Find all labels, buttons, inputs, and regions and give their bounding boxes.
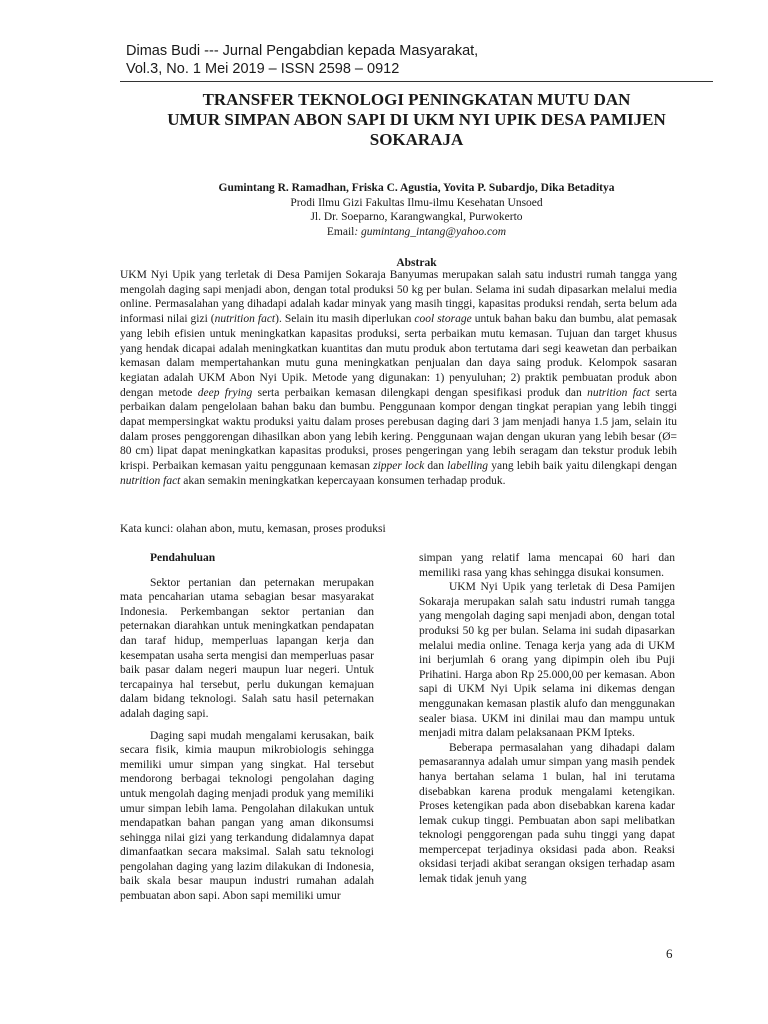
journal-header bbox=[126, 42, 478, 78]
page-number: 6 bbox=[666, 946, 673, 961]
author-affiliation: Prodi Ilmu Gizi Fakultas Ilmu-ilmu Kesehatan Unsoed bbox=[290, 196, 543, 209]
email-value: : gumintang_intang@yahoo.com bbox=[354, 225, 507, 238]
keywords: Kata kunci: olahan abon, mutu, kemasan, proses produksi bbox=[120, 523, 386, 535]
journal-citation-line-2: Vol.3, No. 1 Mei 2019 – ISSN 2598 – 0912 bbox=[126, 61, 400, 77]
email-label: Email bbox=[326, 225, 355, 238]
right-paragraph-1: simpan yang relatif lama mencapai 60 hari dan memiliki rasa yang khas sehingga disukai konsumen. bbox=[419, 552, 675, 579]
right-column bbox=[419, 551, 675, 887]
left-paragraph-1: Sektor pertanian dan peternakan merupakan mata pencaharian utama sebagian besar masyarakat Indonesia. Perkembangan sektor pertanian dan peternakan diarahkan untuk meningkatkan pendapatan dan taraf hidup, memperluas lapangan kerja dan kesempatan usaha serta mengisi dan memperluas pasar baik pasar dalam negeri maupun luar negeri. Untuk tercapainya hal tersebut, perlu dukungan kemajuan dalam bidang teknologi. Salah satu hasil peternakan adalah daging sapi. bbox=[120, 576, 374, 720]
title-line-3: SOKARAJA bbox=[369, 130, 464, 149]
right-paragraph-3: Beberapa permasalahan yang dihadapi dalam pemasarannya adalah umur simpan yang masih pendek hanya bertahan selama 1 bulan, hal ini terutama disebabkan karena produk mengalami ketengikan. Proses ketengikan pada abon disebabkan karena kadar lemak cukup tinggi. Pembuatan abon sapi melibatkan teknologi penggorengan pada suhu tinggi yang dapat mempercepat terjadinya oksidasi pada abon. Reaksi oksidasi terjadi akibat serangan oksigen terhadap asam lemak tidak jenuh yang bbox=[419, 741, 675, 886]
left-column bbox=[120, 551, 374, 904]
section-heading-pendahuluan: Pendahuluan bbox=[150, 552, 216, 564]
author-email bbox=[120, 225, 713, 240]
abstract-heading: Abstrak bbox=[396, 257, 437, 269]
title-line-2: UMUR SIMPAN ABON SAPI DI UKM NYI UPIK DESA PAMIJEN bbox=[167, 110, 666, 129]
abstract-paragraph: UKM Nyi Upik yang terletak di Desa Pamijen Sokaraja Banyumas merupakan salah satu industri rumah tangga yang mengolah daging sapi menjadi abon, dengan total produksi 50 kg per bulan. Selama ini sudah dipasarkan melalui media online. Permasalahan yang dihadapi adalah kadar minyak yang masih tinggi, kapasitas produksi rendah, serta belum ada informasi nilai gizi (nutrition fact). Selain itu masih diperlukan cool storage untuk bahan baku dan bumbu, alat pemasak yang lebih efisien untuk meningkatkan kapasitas produksi, serta perbaikan mutu kemasan. Tujuan dan target khusus yang hendak dicapai adalah meningkatkan kuantitas dan mutu produk abon tertutama dari segi keawetan dan perbaikan kemasan dalam mempertahankan mutu guna meningkatkan penjualan dan daya saing produk. Kelompok sasaran kegiatan adalah UKM Abon Nyi Upik. Metode yang digunakan: 1) penyuluhan; 2) praktik pembuatan produk abon dengan metode deep frying serta perbaikan kemasan dilengkapi dengan spesifikasi produk dan nutrition fact serta perbaikan dalam pengelolaan bahan baku dan bumbu. Penggunaan kompor dengan tingkat perapian yang lebih tinggi dapat mempersingkat waktu produksi yaitu dalam proses perebusan daging dari 3 jam menjadi hanya 1.5 jam, selain itu dalam proses penggorengan dihasilkan abon yang lebih kering. Penggunaan wajan dengan ukuran yang lebih besar (Ø= 80 cm) lipat dapat meningkatkan kapasitas produksi, proses pengeringan yang lebih seragam dan tekstur produk lebih krispi. Perbaikan kemasan yaitu penggunaan kemasan zipper lock dan labelling yang lebih baik yaitu dilengkapi dengan nutrition fact akan semakin meningkatkan kepercayaan konsumen terhadap produk. bbox=[120, 269, 678, 487]
right-paragraph-2: UKM Nyi Upik yang terletak di Desa Pamijen Sokaraja merupakan salah satu industri rumah tangga yang mengolah daging sapi menjadi abon, dengan total produksi 50 kg per bulan. Selama ini sudah dipasarkan melalui media online. Tenaga kerja yang ada di UKM ini berjumlah 6 orang yang dipimpin oleh ibu Puji Prihatini. Harga abon Rp 25.000,00 per kemasan. Abon sapi di UKM Nyi Upik selama ini dikemas dengan menggunakan kemasan plastik alufo dan menggunakan sealer biasa. UKM ini dinilai mau dan mampu untuk menjadi mitra dalam pelaksanaan PKM Ipteks. bbox=[419, 581, 675, 740]
author-address: Jl. Dr. Soeparno, Karangwangkal, Purwokerto bbox=[310, 211, 523, 223]
abstract-body bbox=[120, 268, 677, 489]
title-line-1: TRANSFER TEKNOLOGI PENINGKATAN MUTU DAN bbox=[202, 90, 631, 109]
journal-citation-line-1: Dimas Budi --- Jurnal Pengabdian kepada Masyarakat, bbox=[126, 43, 479, 59]
left-paragraph-2: Daging sapi mudah mengalami kerusakan, baik secara fisik, kimia maupun mikrobiologis sehingga memiliki umur simpan yang singkat. Hal tersebut mendorong berbagai teknologi pengolahan daging untuk mengolah daging menjadi produk yang memiliki umur simpan lebih lama. Pengolahan dilakukan untuk mendapatkan bahan pangan yang aman dikonsumsi sehingga nilai gizi yang terkandung didalamnya dapat dimanfaatkan secara maksimal. Salah satu teknologi pengolahan daging yang lazim dilakukan di Indonesia, baik skala besar maupun industri rumahan adalah pembuatan abon sapi. Abon sapi memiliki umur bbox=[120, 729, 374, 903]
article-title bbox=[120, 90, 713, 150]
author-block bbox=[120, 181, 713, 239]
author-names: Gumintang R. Ramadhan, Friska C. Agustia, Yovita P. Subardjo, Dika Betaditya bbox=[218, 182, 615, 194]
header-divider bbox=[120, 81, 713, 82]
